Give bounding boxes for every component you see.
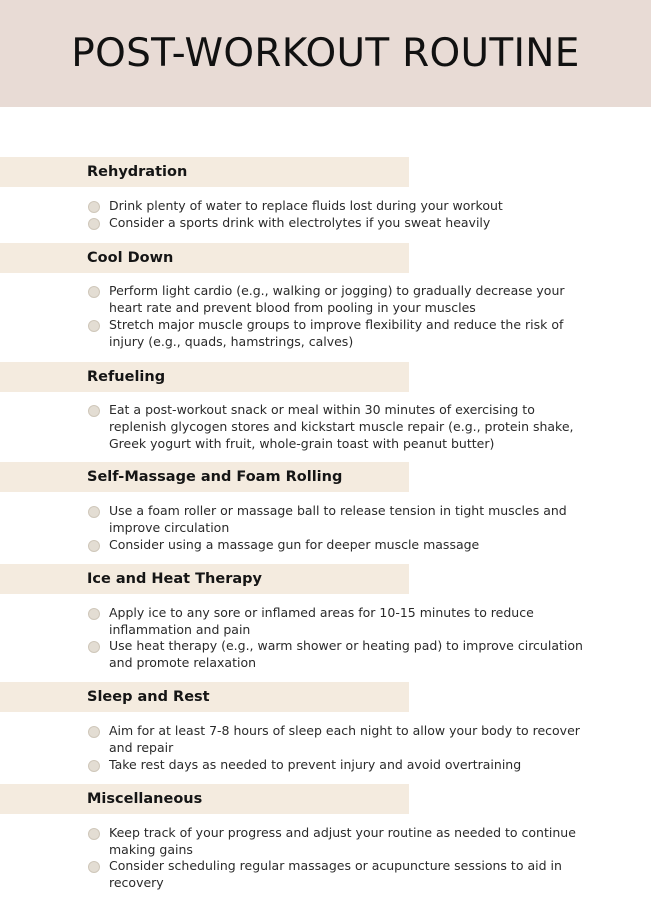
checklist-item-text: Stretch major muscle groups to improve flexibility and reduce the risk of injury (e.g., quads, hamstrings, calves) <box>109 317 564 349</box>
section-heading: Refueling <box>87 369 166 385</box>
checklist-item-text: Consider a sports drink with electrolytes if you sweat heavily <box>109 215 491 230</box>
checklist-item-text: Use a foam roller or massage ball to release tension in tight muscles and improve circulation <box>109 503 567 535</box>
checkbox-circle-icon[interactable] <box>88 641 100 653</box>
checkbox-circle-icon[interactable] <box>88 828 100 840</box>
section-header-bar <box>0 784 409 814</box>
checklist-item-text: Perform light cardio (e.g., walking or jogging) to gradually decrease your heart rate and prevent blood from pooling in your muscles <box>109 283 565 315</box>
checklist-item-text: Drink plenty of water to replace fluids lost during your workout <box>109 198 503 213</box>
checkbox-circle-icon[interactable] <box>88 320 100 332</box>
section-header-bar <box>0 362 409 392</box>
checkbox-circle-icon[interactable] <box>88 608 100 620</box>
section-header-bar <box>0 157 409 187</box>
checklist-item-text: Take rest days as needed to prevent injury and avoid overtraining <box>109 757 522 772</box>
checkbox-circle-icon[interactable] <box>88 286 100 298</box>
section-heading: Sleep and Rest <box>87 689 210 705</box>
title-banner <box>0 0 651 107</box>
page-title: POST-WORKOUT ROUTINE <box>71 31 580 76</box>
checkbox-circle-icon[interactable] <box>88 506 100 518</box>
checkbox-circle-icon[interactable] <box>88 726 100 738</box>
checklist-item-text: Keep track of your progress and adjust your routine as needed to continue making gains <box>109 825 576 857</box>
checkbox-circle-icon[interactable] <box>88 201 100 213</box>
checklist-item-text: Consider using a massage gun for deeper muscle massage <box>109 537 480 552</box>
checkbox-circle-icon[interactable] <box>88 218 100 230</box>
checklist-item-text: Consider scheduling regular massages or acupuncture sessions to aid in recovery <box>109 858 562 890</box>
section-heading: Ice and Heat Therapy <box>87 571 262 587</box>
checkbox-circle-icon[interactable] <box>88 760 100 772</box>
checkbox-circle-icon[interactable] <box>88 540 100 552</box>
checklist-item-text: Apply ice to any sore or inflamed areas for 10-15 minutes to reduce inflammation and pain <box>109 605 534 637</box>
checkbox-circle-icon[interactable] <box>88 861 100 873</box>
section-heading: Miscellaneous <box>87 791 203 807</box>
checklist-item-text: Aim for at least 7-8 hours of sleep each night to allow your body to recover and repair <box>109 723 580 755</box>
section-heading: Cool Down <box>87 250 174 266</box>
section-header-bar <box>0 243 409 273</box>
section-heading: Rehydration <box>87 164 188 180</box>
checklist-item-text: Eat a post-workout snack or meal within 30 minutes of exercising to replenish glycogen stores and kickstart muscle repair (e.g., protein shake, Greek yogurt with fruit, whole-grain toast with peanut butter) <box>109 402 574 451</box>
checklist-item-text: Use heat therapy (e.g., warm shower or heating pad) to improve circulation and promote relaxation <box>109 638 583 670</box>
checkbox-circle-icon[interactable] <box>88 405 100 417</box>
section-heading: Self-Massage and Foam Rolling <box>87 469 343 485</box>
